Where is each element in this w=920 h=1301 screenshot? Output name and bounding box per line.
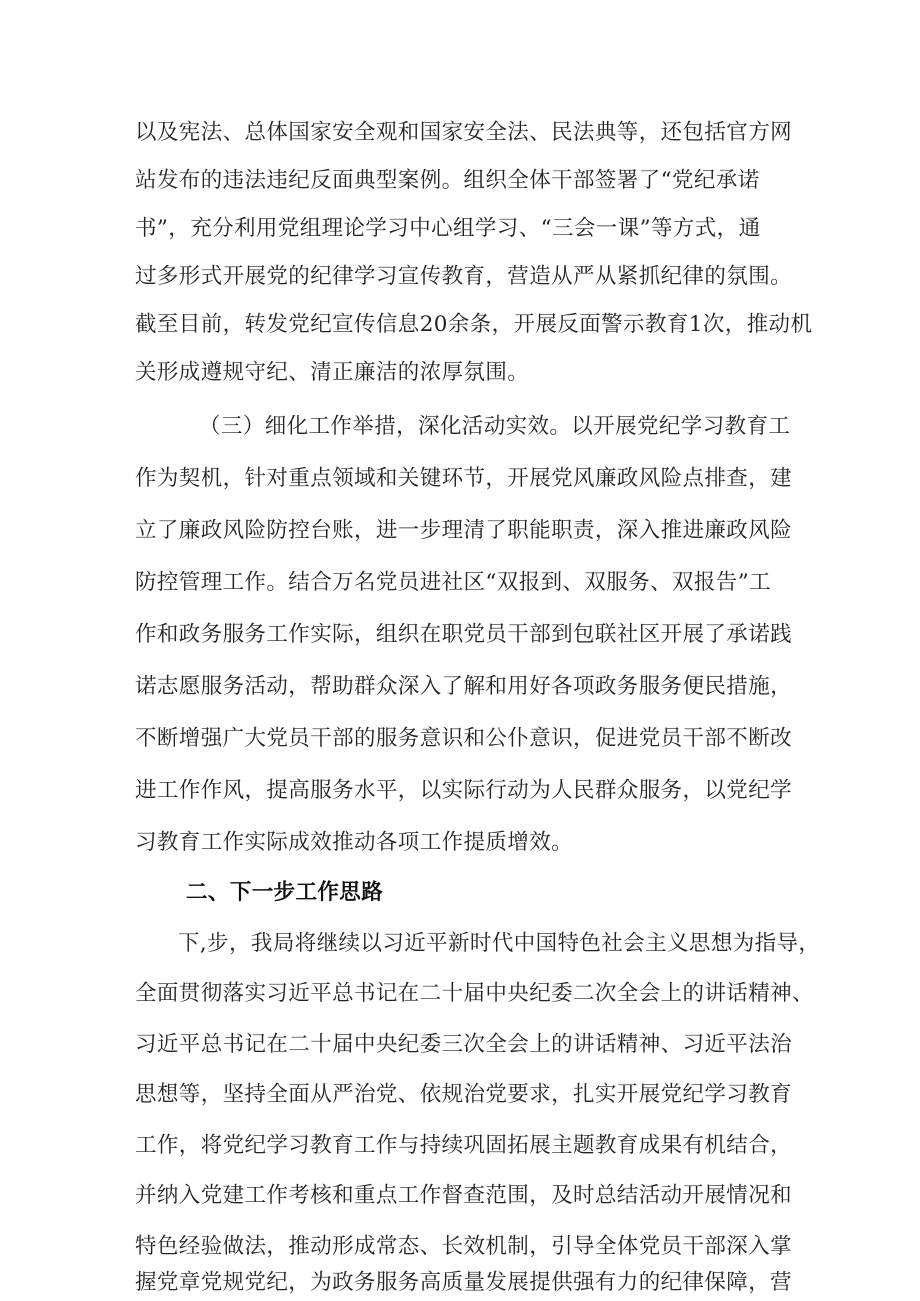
paragraph-line: 思想等，坚持全面从严治党、依规治党要求，扎实开展党纪学习教育: [135, 1082, 793, 1107]
paragraph-line: 下,步，我局将继续以习近平新时代中国特色社会主义思想为指导，: [178, 930, 821, 956]
paragraph-line: 诺志愿服务活动，帮助群众深入了解和用好各项政务服务便民措施，: [135, 674, 793, 699]
paragraph-line: 习教育工作实际成效推动各项工作提质增效。: [135, 830, 574, 855]
paragraph-line: 不断增强广大党员干部的服务意识和公仆意识，促进党员干部不断改: [135, 726, 793, 751]
paragraph-line: 全面贯彻落实习近平总书记在二十届中央纪委二次全会上的讲话精神、: [135, 981, 814, 1006]
paragraph-line: 截至目前，转发党纪宣传信息20余条，开展反面警示教育1次，推动机: [135, 312, 813, 337]
paragraph-line: 习近平总书记在二十届中央纪委三次全会上的讲话精神、习近平法治: [135, 1031, 793, 1057]
paragraph-line: 防控管理工作。结合万名党员进社区“双报到、双服务、双报告”工: [135, 570, 771, 595]
paragraph-line: 特色经验做法，推动形成常态、长效机制，引导全体党员干部深入掌: [135, 1233, 793, 1259]
paragraph-line: 作为契机，针对重点领域和关键环节，开展党风廉政风险点排查，建: [135, 466, 793, 491]
paragraph-line: 握党章党规党纪，为政务服务高质量发展提供强有力的纪律保障，营: [135, 1270, 793, 1295]
paragraph-line: 作和政务服务工作实际，组织在职党员干部到包联社区开展了承诺践: [135, 622, 793, 647]
paragraph-line: 过多形式开展党的纪律学习宣传教育，营造从严从紧抓纪律的氛围。: [135, 264, 793, 289]
paragraph-line: 关形成遵规守纪、清正廉洁的浓厚氛围。: [135, 360, 530, 385]
paragraph-line: 站发布的违法违纪反面典型案例。组织全体干部签署了“党纪承诺: [135, 168, 760, 193]
paragraph-line: 工作，将党纪学习教育工作与持续巩固拓展主题教育成果有机结合，: [135, 1132, 793, 1158]
paragraph-line: 书”，充分利用党组理论学习中心组学习、“三会一课”等方式，通: [135, 216, 761, 241]
section-heading: 二、下一步工作思路: [186, 880, 384, 905]
paragraph-line: 立了廉政风险防控台账，进一步理清了职能职责，深入推进廉政风险: [135, 518, 793, 543]
section-three-line: （三）细化工作举措，深化活动实效。以开展党纪学习教育工: [199, 414, 791, 439]
paragraph-line: 以及宪法、总体国家安全观和国家安全法、民法典等，还包括官方网: [135, 120, 793, 145]
paragraph-line: 并纳入党建工作考核和重点工作督查范围，及时总结活动开展情况和: [135, 1183, 793, 1208]
paragraph-line: 进工作作风，提高服务水平，以实际行动为人民群众服务，以党纪学: [135, 778, 793, 803]
